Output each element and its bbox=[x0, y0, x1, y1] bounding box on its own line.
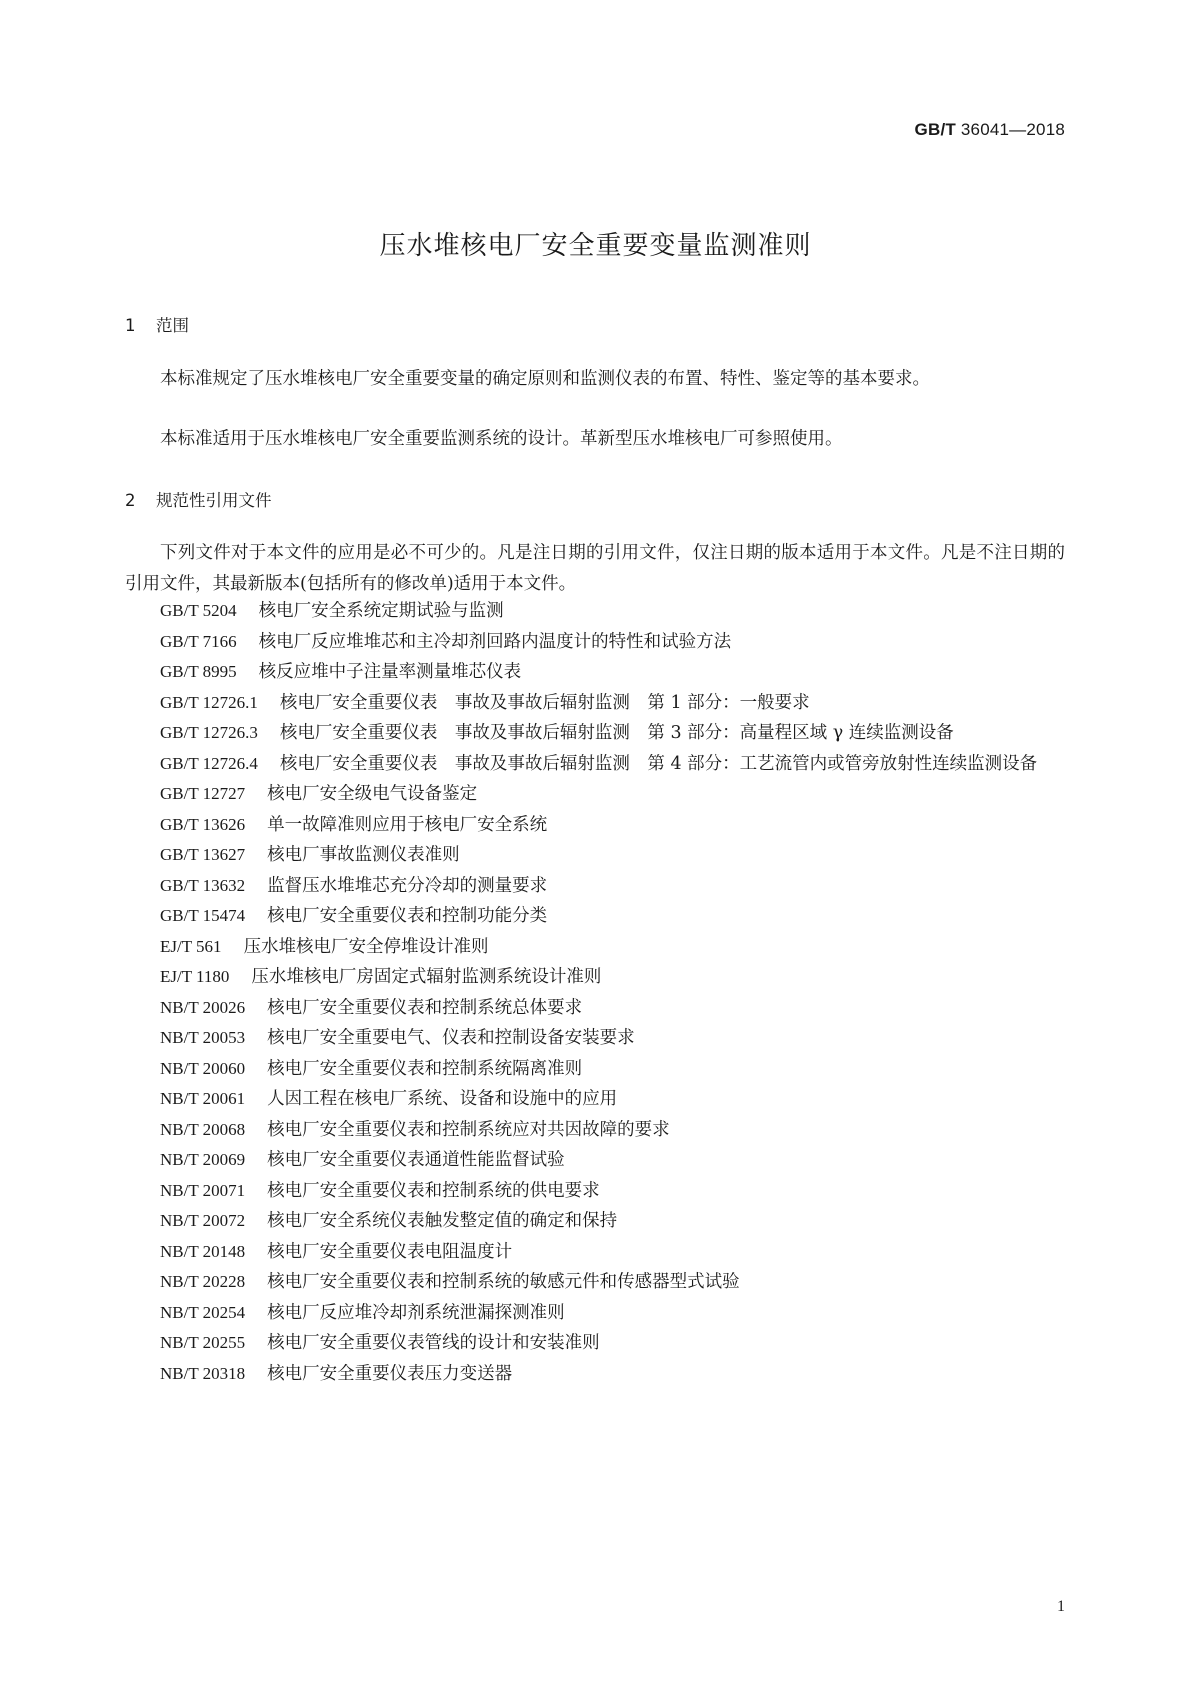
reference-code: NB/T 20228 bbox=[160, 1272, 246, 1291]
reference-item bbox=[125, 1206, 1065, 1237]
reference-title: 人因工程在核电厂系统、设备和设施中的应用 bbox=[267, 1089, 618, 1109]
reference-title: 压水堆核电厂房固定式辐射监测系统设计准则 bbox=[251, 967, 602, 987]
reference-title: 核电厂安全重要仪表和控制系统应对共因故障的要求 bbox=[267, 1119, 670, 1140]
standard-number bbox=[915, 120, 1065, 140]
reference-title: 压水堆核电厂安全停堆设计准则 bbox=[243, 936, 489, 957]
reference-title: 核反应堆中子注量率测量堆芯仪表 bbox=[258, 662, 522, 682]
reference-code: GB/T 12726.4 bbox=[160, 753, 258, 773]
reference-code: GB/T 13626 bbox=[160, 814, 246, 834]
reference-item bbox=[125, 932, 1065, 963]
reference-code: GB/T 13627 bbox=[160, 845, 246, 864]
reference-title: 核电厂安全重要电气、仪表和控制设备安装要求 bbox=[267, 1028, 635, 1048]
reference-code: NB/T 20053 bbox=[160, 1028, 246, 1047]
reference-item bbox=[125, 810, 1065, 841]
reference-title: 核电厂安全重要仪表和控制系统的供电要求 bbox=[267, 1180, 600, 1201]
reference-item bbox=[125, 688, 1065, 719]
reference-code: GB/T 12727 bbox=[160, 784, 246, 803]
reference-title: 核电厂安全重要仪表管线的设计和安装准则 bbox=[267, 1333, 600, 1353]
reference-item bbox=[125, 1023, 1065, 1054]
reference-item bbox=[125, 1328, 1065, 1359]
reference-item bbox=[125, 596, 1065, 627]
reference-item bbox=[125, 1237, 1065, 1268]
reference-code: GB/T 15474 bbox=[160, 906, 246, 925]
reference-item bbox=[125, 1359, 1065, 1390]
reference-title: 核电厂安全重要仪表电阻温度计 bbox=[267, 1241, 513, 1262]
page-number: 1 bbox=[1057, 1598, 1065, 1615]
reference-title: 核电厂反应堆冷却剂系统泄漏探测准则 bbox=[267, 1302, 565, 1323]
standard-prefix: GB/T bbox=[914, 120, 956, 139]
reference-code: NB/T 20254 bbox=[160, 1302, 246, 1322]
reference-item bbox=[125, 779, 1065, 810]
reference-title: 核电厂安全重要仪表压力变送器 bbox=[267, 1363, 513, 1384]
reference-item bbox=[125, 1176, 1065, 1207]
reference-code: GB/T 7166 bbox=[160, 631, 237, 651]
reference-item bbox=[125, 657, 1065, 688]
reference-title: 核电厂安全重要仪表和控制功能分类 bbox=[267, 906, 548, 926]
reference-code: EJ/T 1180 bbox=[160, 967, 230, 986]
reference-item bbox=[125, 718, 1065, 749]
reference-code: GB/T 12726.3 bbox=[160, 723, 258, 742]
document-title: 压水堆核电厂安全重要变量监测准则 bbox=[379, 231, 812, 261]
reference-title: 核电厂事故监测仪表准则 bbox=[267, 845, 460, 865]
reference-item bbox=[125, 1115, 1065, 1146]
reference-item bbox=[125, 962, 1065, 993]
reference-code: NB/T 20061 bbox=[160, 1089, 246, 1108]
reference-code: NB/T 20069 bbox=[160, 1150, 246, 1169]
reference-title: 核电厂安全重要仪表 事故及事故后辐射监测 第 3 部分：高量程区域 γ 连续监测设备 bbox=[279, 723, 954, 743]
reference-code: GB/T 5204 bbox=[160, 601, 237, 620]
reference-list bbox=[125, 596, 1065, 1389]
section-2-title: 规范性引用文件 bbox=[156, 491, 272, 510]
reference-code: NB/T 20026 bbox=[160, 997, 246, 1017]
reference-item bbox=[125, 627, 1065, 658]
reference-item bbox=[125, 749, 1065, 780]
reference-title: 核电厂安全重要仪表 事故及事故后辐射监测 第 4 部分：工艺流管内或管旁放射性连续监测设备 bbox=[279, 753, 1038, 774]
section-1-title: 范围 bbox=[156, 316, 189, 335]
section-1-number: 1 bbox=[125, 316, 136, 335]
reference-code: GB/T 13632 bbox=[160, 875, 246, 895]
references-intro: 下列文件对于本文件的应用是必不可少的。凡是注日期的引用文件，仅注日期的版本适用于本文件。凡是不注日期的引用文件，其最新版本(包括所有的修改单)适用于本文件。 bbox=[125, 543, 1065, 594]
reference-item bbox=[125, 871, 1065, 902]
reference-item bbox=[125, 1298, 1065, 1329]
reference-code: NB/T 20148 bbox=[160, 1241, 246, 1261]
reference-item bbox=[125, 993, 1065, 1024]
reference-title: 核电厂安全重要仪表 事故及事故后辐射监测 第 1 部分：一般要求 bbox=[279, 692, 810, 713]
reference-code: NB/T 20072 bbox=[160, 1211, 246, 1230]
reference-code: NB/T 20071 bbox=[160, 1180, 246, 1200]
reference-title: 核电厂安全重要仪表和控制系统隔离准则 bbox=[267, 1058, 583, 1079]
reference-code: NB/T 20068 bbox=[160, 1119, 246, 1139]
reference-item bbox=[125, 1054, 1065, 1085]
reference-title: 核电厂安全级电气设备鉴定 bbox=[267, 784, 478, 804]
reference-code: NB/T 20060 bbox=[160, 1058, 246, 1078]
reference-title: 核电厂安全系统仪表触发整定值的确定和保持 bbox=[267, 1211, 618, 1231]
reference-title: 监督压水堆堆芯充分冷却的测量要求 bbox=[267, 875, 548, 896]
reference-title: 核电厂安全重要仪表和控制系统总体要求 bbox=[267, 997, 583, 1018]
reference-title: 核电厂反应堆堆芯和主冷却剂回路内温度计的特性和试验方法 bbox=[258, 631, 732, 652]
section-1-heading bbox=[125, 312, 189, 336]
reference-item bbox=[125, 1267, 1065, 1298]
reference-title: 核电厂安全系统定期试验与监测 bbox=[258, 601, 504, 621]
scope-paragraph-1: 本标准规定了压水堆核电厂安全重要变量的确定原则和监测仪表的布置、特性、鉴定等的基本要求。 bbox=[160, 369, 930, 389]
reference-item bbox=[125, 1145, 1065, 1176]
scope-paragraph-2: 本标准适用于压水堆核电厂安全重要监测系统的设计。革新型压水堆核电厂可参照使用。 bbox=[160, 429, 843, 449]
standard-code: 36041—2018 bbox=[960, 120, 1065, 139]
reference-item bbox=[125, 1084, 1065, 1115]
reference-item bbox=[125, 901, 1065, 932]
reference-title: 单一故障准则应用于核电厂安全系统 bbox=[267, 814, 548, 835]
reference-code: GB/T 12726.1 bbox=[160, 692, 258, 712]
reference-code: GB/T 8995 bbox=[160, 662, 237, 681]
reference-code: NB/T 20318 bbox=[160, 1363, 246, 1383]
reference-code: NB/T 20255 bbox=[160, 1333, 246, 1352]
section-2-number: 2 bbox=[125, 491, 136, 510]
reference-code: EJ/T 561 bbox=[160, 936, 222, 956]
reference-title: 核电厂安全重要仪表和控制系统的敏感元件和传感器型式试验 bbox=[267, 1272, 740, 1292]
reference-title: 核电厂安全重要仪表通道性能监督试验 bbox=[267, 1150, 565, 1170]
reference-item bbox=[125, 840, 1065, 871]
section-2-heading bbox=[125, 487, 272, 511]
